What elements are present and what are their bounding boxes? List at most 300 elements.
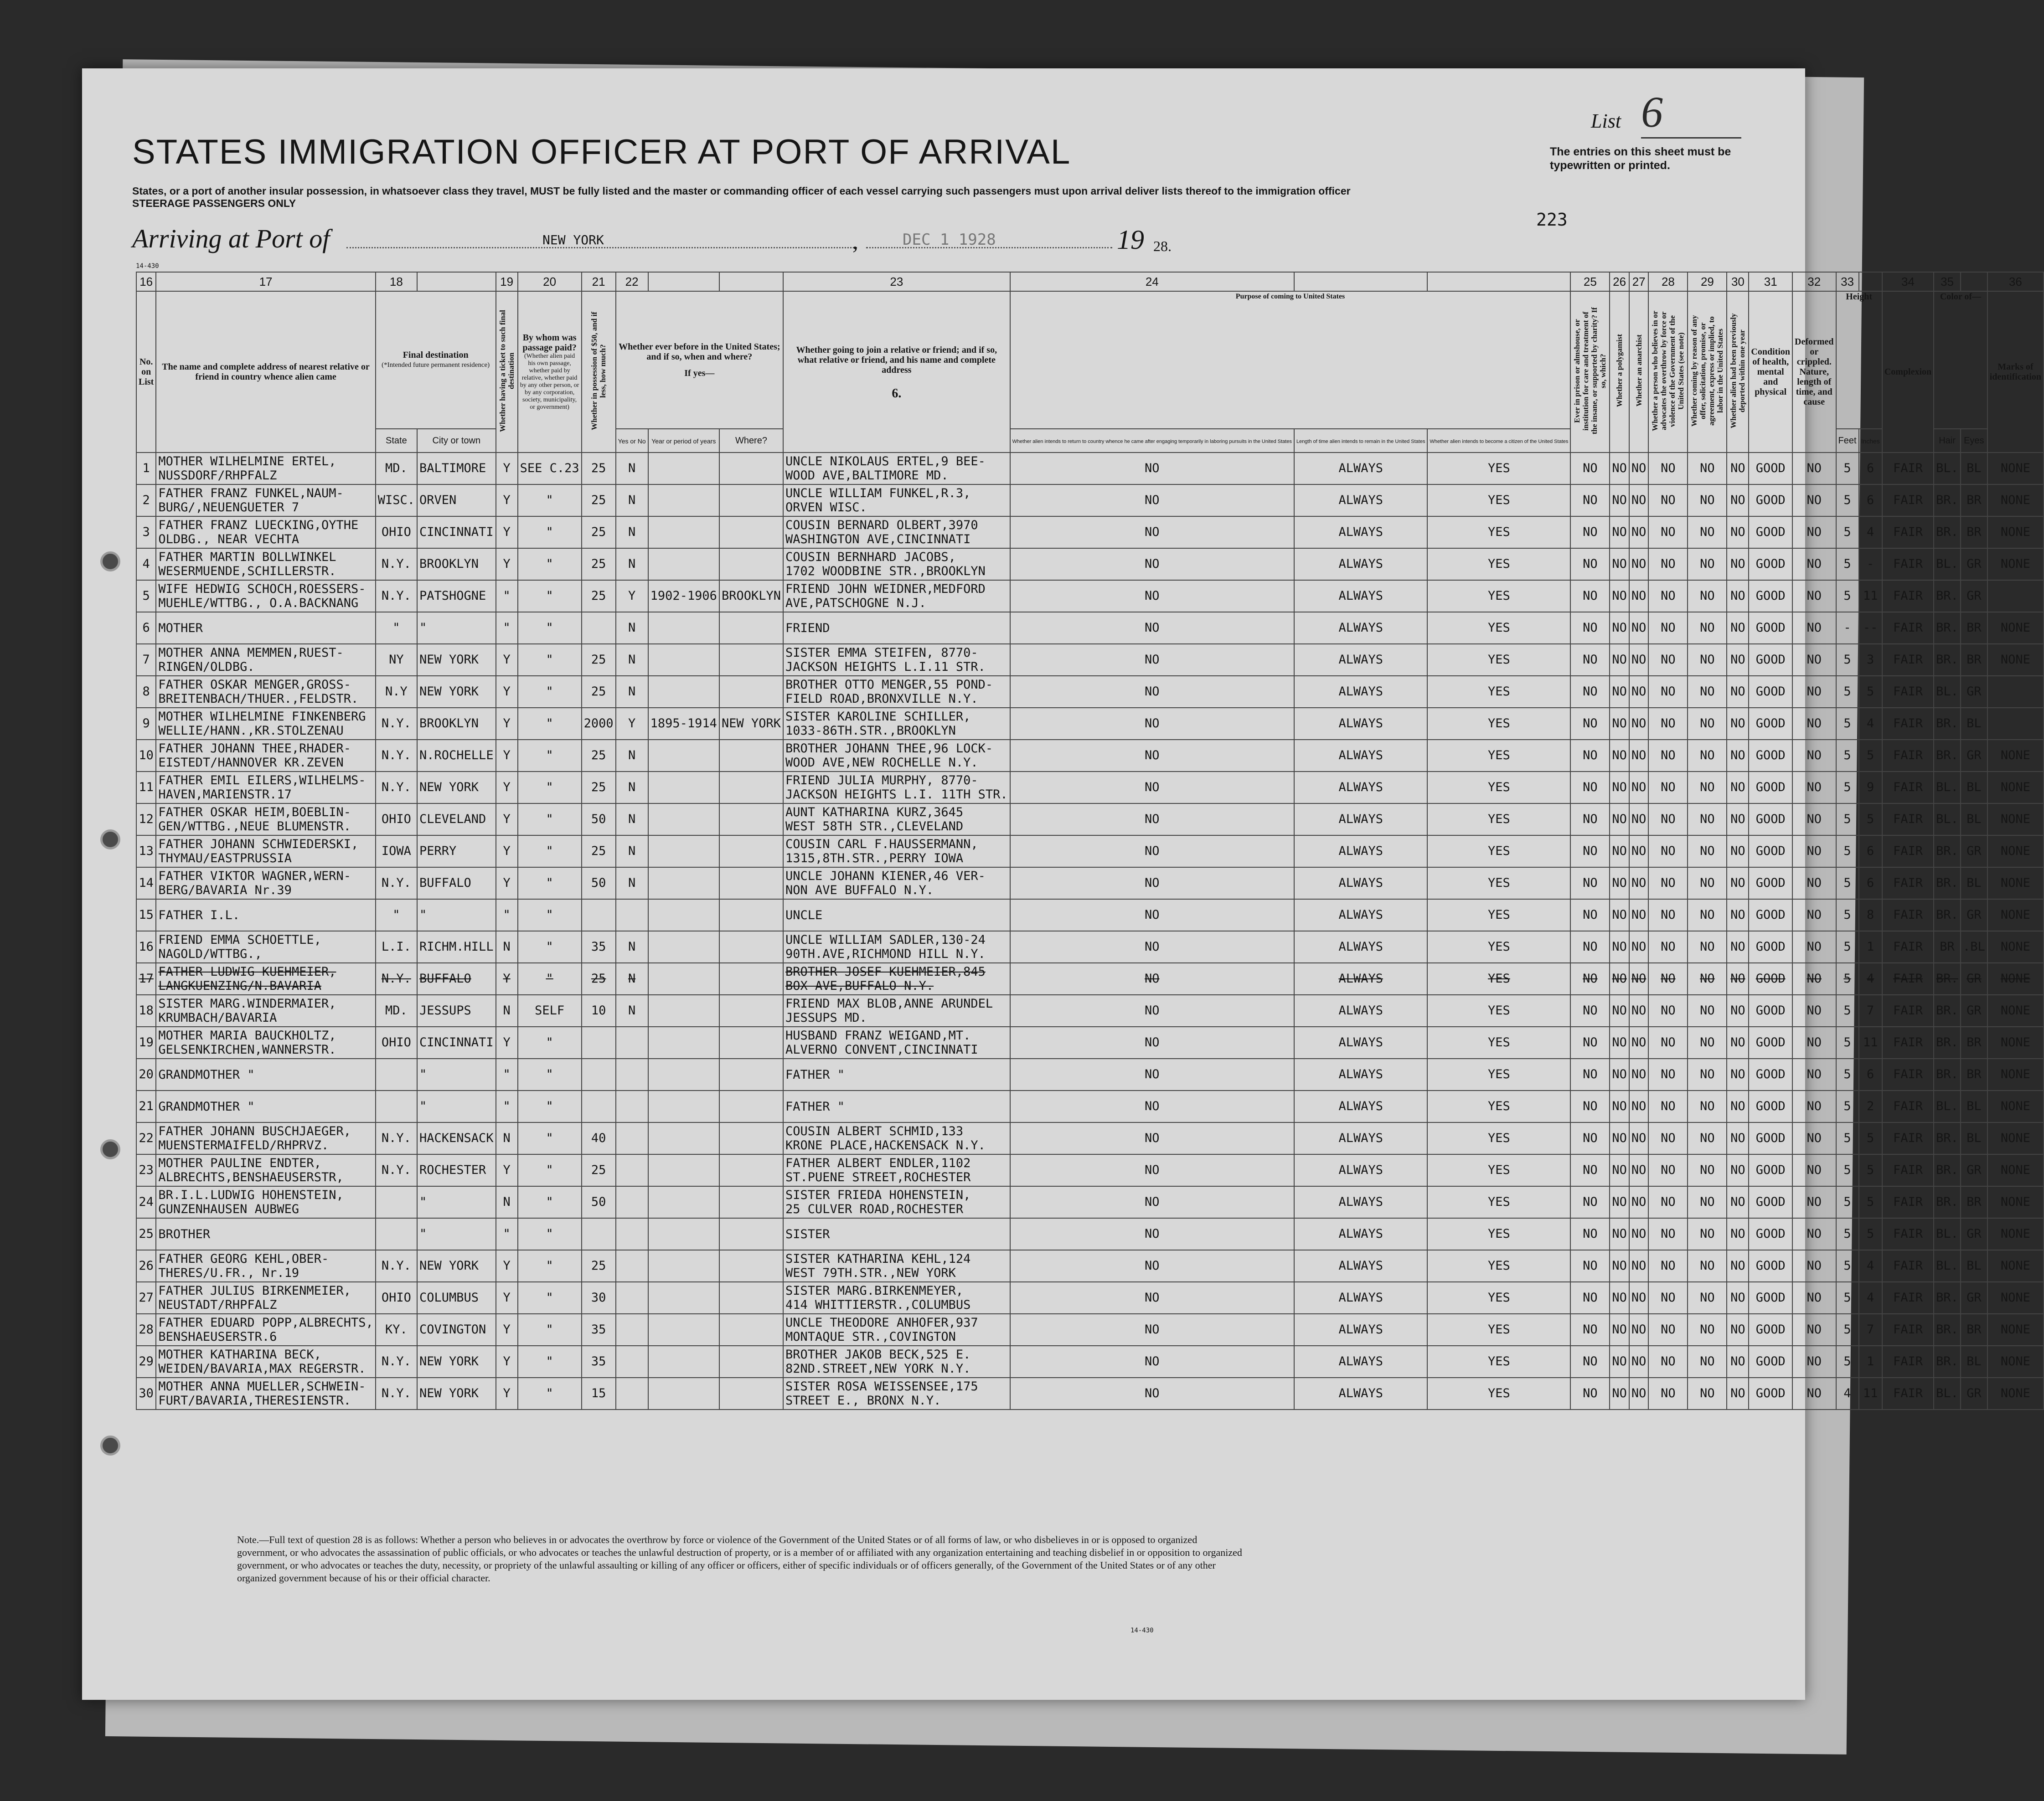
hair-cell: BR. — [1934, 963, 1961, 995]
table-row — [136, 803, 2044, 835]
length-cell: ALWAYS — [1294, 899, 1428, 931]
where-cell — [719, 644, 783, 676]
citizen-cell: YES — [1427, 1346, 1570, 1378]
paid-by-cell: " — [518, 1250, 582, 1282]
marks-cell: NONE — [1987, 453, 2044, 484]
money-label: Whether in possession of $50, and if less, how much? — [590, 311, 608, 430]
state-cell: N.Y. — [376, 1346, 417, 1378]
page-title: STATES IMMIGRATION OFFICER AT PORT OF ARRIVAL — [132, 133, 1071, 171]
table-row — [136, 1091, 2044, 1122]
return-cell: NO — [1010, 899, 1294, 931]
ticket-cell: " — [496, 899, 518, 931]
row-number: 8 — [136, 676, 156, 708]
anarchist-cell: NO — [1629, 1186, 1649, 1218]
q29-cell: NO — [1688, 1218, 1727, 1250]
city-cell: BUFFALO — [417, 867, 496, 899]
ticket-cell: Y — [496, 1378, 518, 1410]
health-cell: GOOD — [1749, 1186, 1792, 1218]
length-cell: ALWAYS — [1294, 803, 1428, 835]
col-relative: The name and complete address of nearest relative or friend in country whence alien came — [156, 291, 375, 453]
row-number: 26 — [136, 1250, 156, 1282]
relative-cell — [156, 1378, 375, 1410]
q30-cell: NO — [1727, 772, 1749, 803]
hair-cell: BL. — [1934, 548, 1961, 580]
deformed-cell: NO — [1792, 803, 1836, 835]
complexion-cell: FAIR — [1882, 803, 1934, 835]
prison-cell: NO — [1570, 1154, 1610, 1186]
yes-no-cell — [616, 1186, 648, 1218]
relative-cell-line: MOTHER WILHELMINE ERTEL, — [158, 454, 336, 468]
sub-where: Where? — [719, 429, 783, 453]
where-cell — [719, 1250, 783, 1282]
marks-cell: NONE — [1987, 772, 2044, 803]
relative-cell-line: MOTHER WILHELMINE FINKENBERG — [158, 710, 366, 724]
joining-cell-line: COUSIN ALBERT SCHMID,133 — [785, 1124, 964, 1138]
joining-cell-line: COUSIN CARL F.HAUSSERMANN, — [785, 837, 978, 851]
relative-cell-line: FATHER FRANZ FUNKEL,NAUM- — [158, 486, 344, 500]
polygamist-cell: NO — [1610, 1250, 1629, 1282]
col-q29 — [1688, 291, 1727, 453]
joining-cell-line: FRIEND JULIA MURPHY, 8770- — [785, 773, 978, 787]
if-yes-label: If yes— — [684, 368, 715, 378]
row-number: 25 — [136, 1218, 156, 1250]
prison-cell: NO — [1570, 1186, 1610, 1218]
inches-cell: 5 — [1859, 1186, 1882, 1218]
marks-cell: NONE — [1987, 1059, 2044, 1091]
col-purpose — [1010, 291, 1571, 429]
q28-cell: NO — [1648, 1250, 1688, 1282]
col-height: Height — [1836, 291, 1882, 429]
joining-cell-line: SISTER MARG.BIRKENMEYER, — [785, 1284, 964, 1298]
state-cell: N.Y. — [376, 772, 417, 803]
health-cell: GOOD — [1749, 1282, 1792, 1314]
relative-cell-line: SISTER MARG.WINDERMAIER, — [158, 997, 336, 1011]
column-number — [1294, 272, 1428, 291]
q30-cell: NO — [1727, 1282, 1749, 1314]
q30-cell: NO — [1727, 1250, 1749, 1282]
hair-cell: BR. — [1934, 644, 1961, 676]
state-cell: " — [376, 899, 417, 931]
joining-cell-line: FATHER " — [785, 1067, 845, 1082]
period-cell — [648, 899, 719, 931]
health-cell: GOOD — [1749, 867, 1792, 899]
money-cell: 10 — [582, 995, 616, 1027]
sub-period — [648, 429, 719, 453]
hair-cell: BR. — [1934, 1314, 1961, 1346]
q28-cell: NO — [1648, 612, 1688, 644]
deformed-cell: NO — [1792, 1059, 1836, 1091]
paid-by-cell: " — [518, 1122, 582, 1154]
money-cell: 2000 — [582, 708, 616, 740]
deformed-cell: NO — [1792, 1314, 1836, 1346]
q30-cell: NO — [1727, 453, 1749, 484]
ticket-cell: Y — [496, 708, 518, 740]
q29-cell: NO — [1688, 1122, 1727, 1154]
deformed-cell: NO — [1792, 1378, 1836, 1410]
q30-cell: NO — [1727, 644, 1749, 676]
paid-by-cell: " — [518, 867, 582, 899]
length-cell: ALWAYS — [1294, 516, 1428, 548]
prison-cell: NO — [1570, 899, 1610, 931]
q28-cell: NO — [1648, 1059, 1688, 1091]
health-cell: GOOD — [1749, 676, 1792, 708]
relative-cell-line: FATHER JOHANN THEE,RHADER- — [158, 741, 351, 756]
polygamist-cell: NO — [1610, 484, 1629, 516]
q28-cell: NO — [1648, 995, 1688, 1027]
marks-cell: NONE — [1987, 963, 2044, 995]
hair-cell: BR. — [1934, 995, 1961, 1027]
relative-cell — [156, 612, 375, 644]
hair-cell: BL. — [1934, 772, 1961, 803]
row-number: 27 — [136, 1282, 156, 1314]
period-cell: 1902-1906 — [648, 580, 719, 612]
column-number: 35 — [1934, 272, 1961, 291]
inches-cell: 4 — [1859, 516, 1882, 548]
hair-cell: BL. — [1934, 1378, 1961, 1410]
joining-cell — [783, 644, 1010, 676]
ticket-cell: Y — [496, 740, 518, 772]
paid-by-cell: " — [518, 1091, 582, 1122]
joining-cell-line: FIELD ROAD,BRONXVILLE N.Y. — [785, 692, 978, 706]
marks-cell: NONE — [1987, 1027, 2044, 1059]
anarchist-cell: NO — [1629, 1059, 1649, 1091]
joining-cell-line: WEST 79TH.STR.,NEW YORK — [785, 1266, 956, 1280]
prison-cell: NO — [1570, 1378, 1610, 1410]
inches-cell: 5 — [1859, 740, 1882, 772]
anarchist-cell: NO — [1629, 867, 1649, 899]
where-cell — [719, 1282, 783, 1314]
q28-cell: NO — [1648, 772, 1688, 803]
yes-no-label: Yes or No — [618, 437, 646, 445]
relative-cell — [156, 644, 375, 676]
state-cell: N.Y. — [376, 963, 417, 995]
prison-cell: NO — [1570, 1346, 1610, 1378]
row-number: 28 — [136, 1314, 156, 1346]
q28-cell: NO — [1648, 1027, 1688, 1059]
ticket-cell: Y — [496, 1346, 518, 1378]
column-number — [417, 272, 496, 291]
inches-cell: 11 — [1859, 580, 1882, 612]
length-cell: ALWAYS — [1294, 1314, 1428, 1346]
period-cell — [648, 1346, 719, 1378]
citizen-cell: YES — [1427, 1027, 1570, 1059]
polygamist-cell: NO — [1610, 548, 1629, 580]
city-cell: NEW YORK — [417, 676, 496, 708]
q29-cell: NO — [1688, 1282, 1727, 1314]
length-cell: ALWAYS — [1294, 676, 1428, 708]
ticket-cell: N — [496, 1186, 518, 1218]
where-cell — [719, 1154, 783, 1186]
joining-cell-line: FATHER ALBERT ENDLER,1102 — [785, 1156, 971, 1170]
row-number: 17 — [136, 963, 156, 995]
feet-cell: 5 — [1836, 548, 1859, 580]
table-row — [136, 644, 2044, 676]
joining-cell-line: JACKSON HEIGHTS L.I. 11TH STR. — [785, 787, 1008, 802]
marks-cell: NONE — [1987, 644, 2044, 676]
relative-cell-line: LANGKUENZING/N.BAVARIA — [158, 979, 321, 993]
hair-cell: BR. — [1934, 612, 1961, 644]
relative-cell — [156, 963, 375, 995]
anarchist-cell: NO — [1629, 453, 1649, 484]
hair-cell: BR. — [1934, 1122, 1961, 1154]
health-cell: GOOD — [1749, 1027, 1792, 1059]
where-cell: BROOKLYN — [719, 580, 783, 612]
period-cell — [648, 963, 719, 995]
prison-cell: NO — [1570, 580, 1610, 612]
row-number: 19 — [136, 1027, 156, 1059]
return-cell: NO — [1010, 612, 1294, 644]
return-cell: NO — [1010, 1346, 1294, 1378]
feet-cell: 5 — [1836, 676, 1859, 708]
inches-cell: 1 — [1859, 1346, 1882, 1378]
hair-cell: BR. — [1934, 1346, 1961, 1378]
deformed-cell: NO — [1792, 899, 1836, 931]
hair-cell: BL. — [1934, 803, 1961, 835]
citizen-cell: YES — [1427, 1378, 1570, 1410]
relative-cell-line: MOTHER ANNA MEMMEN,RUEST- — [158, 646, 344, 660]
column-number: 32 — [1792, 272, 1836, 291]
feet-cell: 5 — [1836, 867, 1859, 899]
period-cell — [648, 803, 719, 835]
hair-cell: BR. — [1934, 1186, 1961, 1218]
q29-cell: NO — [1688, 644, 1727, 676]
ticket-cell: Y — [496, 676, 518, 708]
state-cell: N.Y. — [376, 740, 417, 772]
length-cell: ALWAYS — [1294, 548, 1428, 580]
period-label: Year or period of years — [651, 437, 716, 445]
deformed-cell: NO — [1792, 644, 1836, 676]
eyes-cell: BL — [1961, 708, 1987, 740]
return-cell: NO — [1010, 676, 1294, 708]
relative-cell — [156, 995, 375, 1027]
table-row — [136, 995, 2044, 1027]
paid-by-cell: " — [518, 1346, 582, 1378]
where-cell — [719, 548, 783, 580]
deformed-cell: NO — [1792, 453, 1836, 484]
state-cell: N.Y. — [376, 708, 417, 740]
paid-by-cell: " — [518, 644, 582, 676]
joining-cell-line: 1033-86TH.STR.,BROOKLYN — [785, 724, 956, 738]
return-cell: NO — [1010, 995, 1294, 1027]
deformed-cell: NO — [1792, 484, 1836, 516]
period-cell — [648, 676, 719, 708]
col-prison — [1570, 291, 1610, 453]
row-number: 2 — [136, 484, 156, 516]
column-number — [1427, 272, 1570, 291]
col-anarchist — [1629, 291, 1649, 453]
period-cell — [648, 612, 719, 644]
relative-cell-line: BREITENBACH/THUER.,FELDSTR. — [158, 692, 359, 706]
citizen-cell: YES — [1427, 1282, 1570, 1314]
length-cell: ALWAYS — [1294, 1154, 1428, 1186]
row-number: 16 — [136, 931, 156, 963]
feet-cell: 5 — [1836, 1154, 1859, 1186]
arriving-label: Arriving at Port of — [132, 224, 330, 253]
prison-cell: NO — [1570, 1250, 1610, 1282]
where-cell — [719, 1314, 783, 1346]
prison-cell: NO — [1570, 803, 1610, 835]
joining-cell-line: WEST 58TH STR.,CLEVELAND — [785, 819, 964, 834]
relative-cell-line: BROTHER — [158, 1227, 211, 1241]
joining-cell-line: FRIEND MAX BLOB,ANNE ARUNDEL — [785, 997, 993, 1011]
feet-cell: 5 — [1836, 772, 1859, 803]
polygamist-cell: NO — [1610, 1282, 1629, 1314]
joining-label: Whether going to join a relative or friend; and if so, what relative or friend, and his name and complete address — [796, 345, 997, 375]
inches-label: Inches — [1861, 437, 1880, 445]
column-number: 36 — [1987, 272, 2044, 291]
deformed-cell: NO — [1792, 1282, 1836, 1314]
feet-cell: 5 — [1836, 1346, 1859, 1378]
joining-cell-line: SISTER KAROLINE SCHILLER, — [785, 710, 971, 724]
deformed-cell: NO — [1792, 708, 1836, 740]
citizen-cell: YES — [1427, 484, 1570, 516]
q29-cell: NO — [1688, 676, 1727, 708]
where-cell — [719, 1091, 783, 1122]
health-cell: GOOD — [1749, 1346, 1792, 1378]
feet-cell: 4 — [1836, 1378, 1859, 1410]
complexion-cell: FAIR — [1882, 548, 1934, 580]
joining-cell — [783, 580, 1010, 612]
row-number: 13 — [136, 835, 156, 867]
col-no-on-list: No. on List — [136, 291, 156, 453]
q28-cell: NO — [1648, 899, 1688, 931]
column-number: 25 — [1570, 272, 1610, 291]
money-cell: 25 — [582, 1250, 616, 1282]
inches-cell: 8 — [1859, 899, 1882, 931]
feet-cell: - — [1836, 612, 1859, 644]
marks-cell: NONE — [1987, 1314, 2044, 1346]
city-cell: COLUMBUS — [417, 1282, 496, 1314]
sub-eyes: Eyes — [1961, 429, 1987, 453]
relative-cell-line: MOTHER MARIA BAUCKHOLTZ, — [158, 1029, 336, 1043]
feet-cell: 5 — [1836, 1186, 1859, 1218]
column-number: 31 — [1749, 272, 1792, 291]
hair-cell: BR — [1934, 931, 1961, 963]
return-cell: NO — [1010, 740, 1294, 772]
state-cell: WISC. — [376, 484, 417, 516]
polygamist-cell: NO — [1610, 899, 1629, 931]
joining-cell — [783, 516, 1010, 548]
paid-by-cell: " — [518, 1314, 582, 1346]
length-cell: ALWAYS — [1294, 708, 1428, 740]
city-cell: CINCINNATI — [417, 1027, 496, 1059]
complexion-cell: FAIR — [1882, 867, 1934, 899]
relative-cell-line: THYMAU/EASTPRUSSIA — [158, 851, 292, 865]
complexion-cell: FAIR — [1882, 1378, 1934, 1410]
relative-cell-line: FATHER I.L. — [158, 908, 240, 922]
relative-cell-line: FATHER MARTIN BOLLWINKEL — [158, 550, 336, 564]
hair-cell: BR. — [1934, 580, 1961, 612]
relative-cell — [156, 1186, 375, 1218]
citizen-cell: YES — [1427, 1186, 1570, 1218]
state-cell: OHIO — [376, 803, 417, 835]
state-cell: N.Y. — [376, 580, 417, 612]
joining-cell-line: COUSIN BERNHARD JACOBS, — [785, 550, 956, 564]
return-cell: NO — [1010, 1218, 1294, 1250]
eyes-cell: GR — [1961, 963, 1987, 995]
col-ever-before — [616, 291, 783, 429]
complexion-cell: FAIR — [1882, 1059, 1934, 1091]
joining-cell — [783, 899, 1010, 931]
column-number: 26 — [1610, 272, 1629, 291]
eyes-cell: BR — [1961, 516, 1987, 548]
paid-by-cell: " — [518, 772, 582, 803]
feet-cell: 5 — [1836, 708, 1859, 740]
eyes-cell: GR — [1961, 995, 1987, 1027]
q30-cell: NO — [1727, 1122, 1749, 1154]
deformed-cell: NO — [1792, 676, 1836, 708]
citizen-cell: YES — [1427, 803, 1570, 835]
prison-cell: NO — [1570, 708, 1610, 740]
money-cell: 25 — [582, 516, 616, 548]
q30-cell: NO — [1727, 1378, 1749, 1410]
q28-cell: NO — [1648, 1346, 1688, 1378]
feet-cell: 5 — [1836, 1059, 1859, 1091]
inches-cell: 5 — [1859, 803, 1882, 835]
q29-cell: NO — [1688, 708, 1727, 740]
marks-cell: NONE — [1987, 899, 2044, 931]
column-number: 18 — [376, 272, 417, 291]
anarchist-cell: NO — [1629, 740, 1649, 772]
hair-cell: BL. — [1934, 1250, 1961, 1282]
where-cell — [719, 772, 783, 803]
money-cell — [582, 1059, 616, 1091]
relative-cell — [156, 1091, 375, 1122]
feet-cell: 5 — [1836, 740, 1859, 772]
paid-by-cell: " — [518, 580, 582, 612]
sub-return — [1010, 429, 1294, 453]
relative-cell-line: MOTHER ANNA MUELLER,SCHWEIN- — [158, 1379, 366, 1394]
ticket-cell: N — [496, 931, 518, 963]
eyes-cell: GR — [1961, 548, 1987, 580]
q29-label: Whether coming by reason of any offer, solicitation, promise, or agreement, express or implied, to labor in the United States — [1690, 315, 1725, 427]
city-cell: COVINGTON — [417, 1314, 496, 1346]
anarchist-cell: NO — [1629, 995, 1649, 1027]
prison-cell: NO — [1570, 835, 1610, 867]
inches-cell: 6 — [1859, 1059, 1882, 1091]
deformed-cell: NO — [1792, 963, 1836, 995]
inches-cell: 9 — [1859, 772, 1882, 803]
column-number — [1961, 272, 1987, 291]
paid-by-cell: " — [518, 899, 582, 931]
sub-citizen — [1427, 429, 1570, 453]
q30-cell: NO — [1727, 931, 1749, 963]
col-joining — [783, 291, 1010, 453]
joining-cell-line: 90TH.AVE,RICHMOND HILL N.Y. — [785, 947, 986, 961]
feet-cell: 5 — [1836, 453, 1859, 484]
deformed-cell: NO — [1792, 772, 1836, 803]
money-cell — [582, 899, 616, 931]
anarchist-cell: NO — [1629, 516, 1649, 548]
yes-no-cell: N — [616, 484, 648, 516]
city-cell: CLEVELAND — [417, 803, 496, 835]
anarchist-cell: NO — [1629, 772, 1649, 803]
return-label: Whether alien intends to return to country whence he came after engaging temporarily in laboring pursuits in the United States — [1012, 438, 1292, 444]
citizen-label: Whether alien intends to become a citizen of the United States — [1430, 438, 1569, 444]
col-health: Condition of health, mental and physical — [1749, 291, 1792, 453]
column-number: 30 — [1727, 272, 1749, 291]
citizen-cell: YES — [1427, 740, 1570, 772]
money-cell: 50 — [582, 1186, 616, 1218]
deformed-cell: NO — [1792, 740, 1836, 772]
marks-cell: NONE — [1987, 1122, 2044, 1154]
paid-by-cell: " — [518, 1027, 582, 1059]
polygamist-cell: NO — [1610, 1186, 1629, 1218]
polygamist-cell: NO — [1610, 453, 1629, 484]
length-cell: ALWAYS — [1294, 580, 1428, 612]
where-cell — [719, 612, 783, 644]
where-cell — [719, 516, 783, 548]
